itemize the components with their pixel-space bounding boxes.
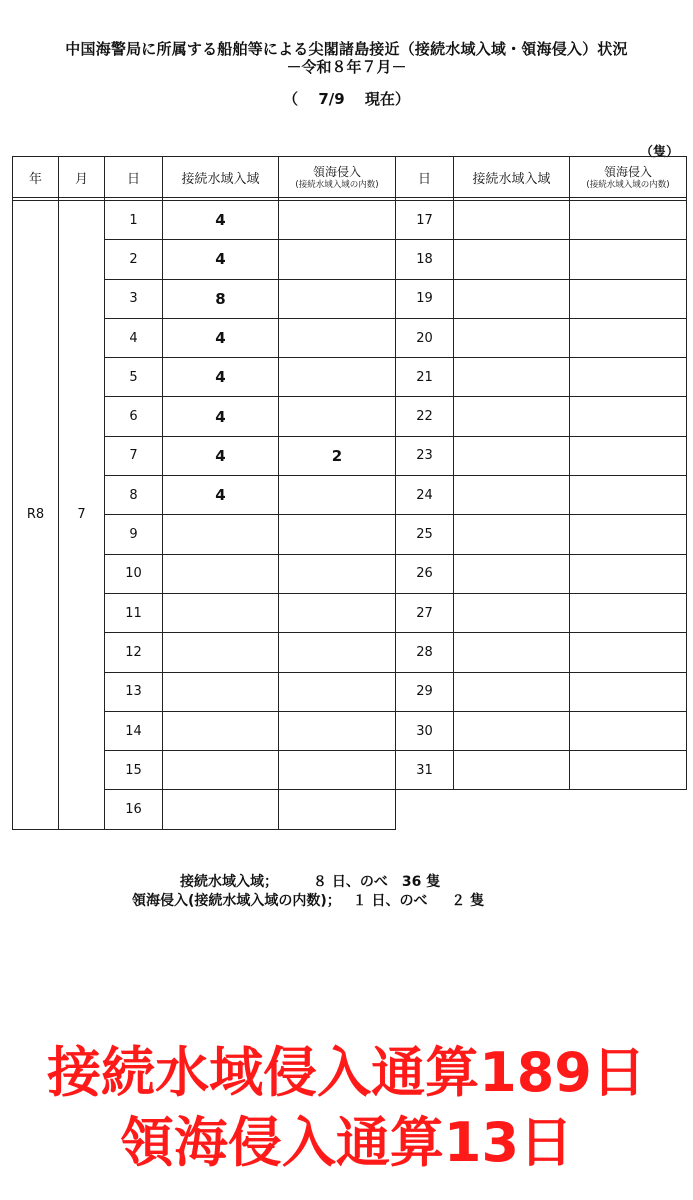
day-cell: 16 — [105, 790, 163, 829]
table-row — [13, 201, 396, 240]
day-cell: 20 — [396, 318, 454, 357]
right-table-body — [396, 198, 687, 790]
header-day-right: 日 — [396, 157, 454, 198]
header-territorial-note-right: (接続水域入域の内数) — [586, 179, 670, 190]
day-cell: 28 — [396, 633, 454, 672]
day-cell: 18 — [396, 240, 454, 279]
headline-contiguous-total: 接続水域侵入通算189日 — [47, 1041, 646, 1104]
territorial-count-cell — [570, 436, 687, 475]
header-territorial-label-right: 領海侵入 — [603, 164, 652, 179]
summary-territorial: 領海侵入(接続水域入域の内数)； １ 日、のべ ２ 隻 — [132, 893, 485, 909]
left-table — [12, 156, 396, 830]
report-subtitle: －令和８年７月－ — [286, 58, 407, 76]
day-cell: 23 — [396, 436, 454, 475]
table-row — [396, 515, 687, 554]
day-cell: 5 — [105, 358, 163, 397]
header-year: 年 — [13, 157, 59, 198]
territorial-count-cell — [570, 515, 687, 554]
day-cell: 30 — [396, 711, 454, 750]
month-cell: 7 — [59, 201, 105, 830]
territorial-count-cell — [570, 672, 687, 711]
territorial-count-cell — [570, 476, 687, 515]
table-row — [396, 711, 687, 750]
contiguous-count-cell — [163, 554, 279, 593]
contiguous-count-cell: 4 — [163, 476, 279, 515]
contiguous-count-cell — [163, 751, 279, 790]
contiguous-count-cell — [454, 515, 570, 554]
territorial-count-cell — [279, 790, 396, 829]
territorial-count-cell — [570, 240, 687, 279]
day-cell: 19 — [396, 279, 454, 318]
day-cell: 10 — [105, 554, 163, 593]
table-row — [396, 593, 687, 632]
headline-territorial-total: 領海侵入通算13日 — [119, 1111, 574, 1174]
left-table-body — [13, 198, 396, 830]
header-month: 月 — [59, 157, 105, 198]
territorial-count-cell — [570, 554, 687, 593]
contiguous-count-cell — [163, 711, 279, 750]
day-cell: 31 — [396, 751, 454, 790]
table-row — [396, 358, 687, 397]
table-row — [396, 240, 687, 279]
table-row — [396, 201, 687, 240]
day-cell: 17 — [396, 201, 454, 240]
territorial-count-cell — [570, 279, 687, 318]
table-row — [396, 279, 687, 318]
contiguous-count-cell — [454, 201, 570, 240]
report-title: 中国海警局に所属する船舶等による尖閣諸島接近（接続水域入域・領海侵入）状況 — [65, 40, 628, 58]
territorial-count-cell — [279, 751, 396, 790]
territorial-count-cell — [279, 476, 396, 515]
contiguous-count-cell — [454, 240, 570, 279]
summary-contiguous: 接続水域入域； ８ 日、のべ 36 隻 — [180, 874, 441, 890]
contiguous-count-cell: 4 — [163, 436, 279, 475]
day-cell: 9 — [105, 515, 163, 554]
day-cell: 7 — [105, 436, 163, 475]
contiguous-count-cell — [454, 554, 570, 593]
territorial-count-cell — [279, 358, 396, 397]
day-cell: 14 — [105, 711, 163, 750]
contiguous-count-cell: 4 — [163, 318, 279, 357]
territorial-count-cell — [570, 397, 687, 436]
contiguous-count-cell: 4 — [163, 240, 279, 279]
contiguous-count-cell — [454, 436, 570, 475]
header-contiguous: 接続水域入域 — [163, 157, 279, 198]
table-row — [396, 751, 687, 790]
as-of-date: （ 7/9 現在） — [283, 90, 410, 108]
day-cell: 12 — [105, 633, 163, 672]
territorial-count-cell — [279, 633, 396, 672]
territorial-count-cell — [570, 593, 687, 632]
day-cell: 13 — [105, 672, 163, 711]
territorial-count-cell — [279, 240, 396, 279]
territorial-count-cell — [570, 358, 687, 397]
territorial-count-cell — [279, 593, 396, 632]
day-cell: 22 — [396, 397, 454, 436]
year-cell: R8 — [13, 201, 59, 830]
header-contiguous-right: 接続水域入域 — [454, 157, 570, 198]
contiguous-count-cell — [454, 397, 570, 436]
table-row — [396, 436, 687, 475]
header-territorial-note: (接続水域入域の内数) — [295, 179, 379, 190]
contiguous-count-cell: 4 — [163, 201, 279, 240]
table-row — [396, 397, 687, 436]
contiguous-count-cell — [163, 593, 279, 632]
day-cell: 24 — [396, 476, 454, 515]
contiguous-count-cell: 4 — [163, 358, 279, 397]
territorial-count-cell: 2 — [279, 436, 396, 475]
territorial-count-cell — [570, 201, 687, 240]
right-table — [395, 156, 687, 790]
contiguous-count-cell: 4 — [163, 397, 279, 436]
contiguous-count-cell — [454, 672, 570, 711]
territorial-count-cell — [279, 554, 396, 593]
day-cell: 29 — [396, 672, 454, 711]
day-cell: 3 — [105, 279, 163, 318]
day-cell: 26 — [396, 554, 454, 593]
day-cell: 4 — [105, 318, 163, 357]
territorial-count-cell — [279, 201, 396, 240]
contiguous-count-cell — [454, 711, 570, 750]
contiguous-count-cell — [454, 476, 570, 515]
day-cell: 11 — [105, 593, 163, 632]
day-cell: 2 — [105, 240, 163, 279]
territorial-count-cell — [279, 397, 396, 436]
contiguous-count-cell: 8 — [163, 279, 279, 318]
day-cell: 27 — [396, 593, 454, 632]
unit-label: （隻） — [640, 145, 680, 160]
contiguous-count-cell — [454, 318, 570, 357]
territorial-count-cell — [570, 633, 687, 672]
territorial-count-cell — [279, 279, 396, 318]
contiguous-count-cell — [163, 672, 279, 711]
territorial-count-cell — [279, 672, 396, 711]
contiguous-count-cell — [454, 633, 570, 672]
territorial-count-cell — [279, 515, 396, 554]
header-territorial-label: 領海侵入 — [312, 164, 361, 179]
header-day: 日 — [105, 157, 163, 198]
contiguous-count-cell — [163, 633, 279, 672]
day-cell: 1 — [105, 201, 163, 240]
territorial-count-cell — [570, 711, 687, 750]
territorial-count-cell — [570, 318, 687, 357]
table-row — [396, 672, 687, 711]
table-row — [396, 554, 687, 593]
contiguous-count-cell — [454, 593, 570, 632]
header-territorial-right — [570, 157, 687, 198]
contiguous-count-cell — [454, 279, 570, 318]
day-cell: 15 — [105, 751, 163, 790]
day-cell: 8 — [105, 476, 163, 515]
territorial-count-cell — [570, 751, 687, 790]
contiguous-count-cell — [454, 358, 570, 397]
territorial-count-cell — [279, 318, 396, 357]
contiguous-count-cell — [163, 790, 279, 829]
contiguous-count-cell — [454, 751, 570, 790]
day-cell: 6 — [105, 397, 163, 436]
header-territorial — [279, 157, 396, 198]
table-row — [396, 476, 687, 515]
contiguous-count-cell — [163, 515, 279, 554]
day-cell: 25 — [396, 515, 454, 554]
table-row — [396, 318, 687, 357]
table-row — [396, 633, 687, 672]
territorial-count-cell — [279, 711, 396, 750]
day-cell: 21 — [396, 358, 454, 397]
